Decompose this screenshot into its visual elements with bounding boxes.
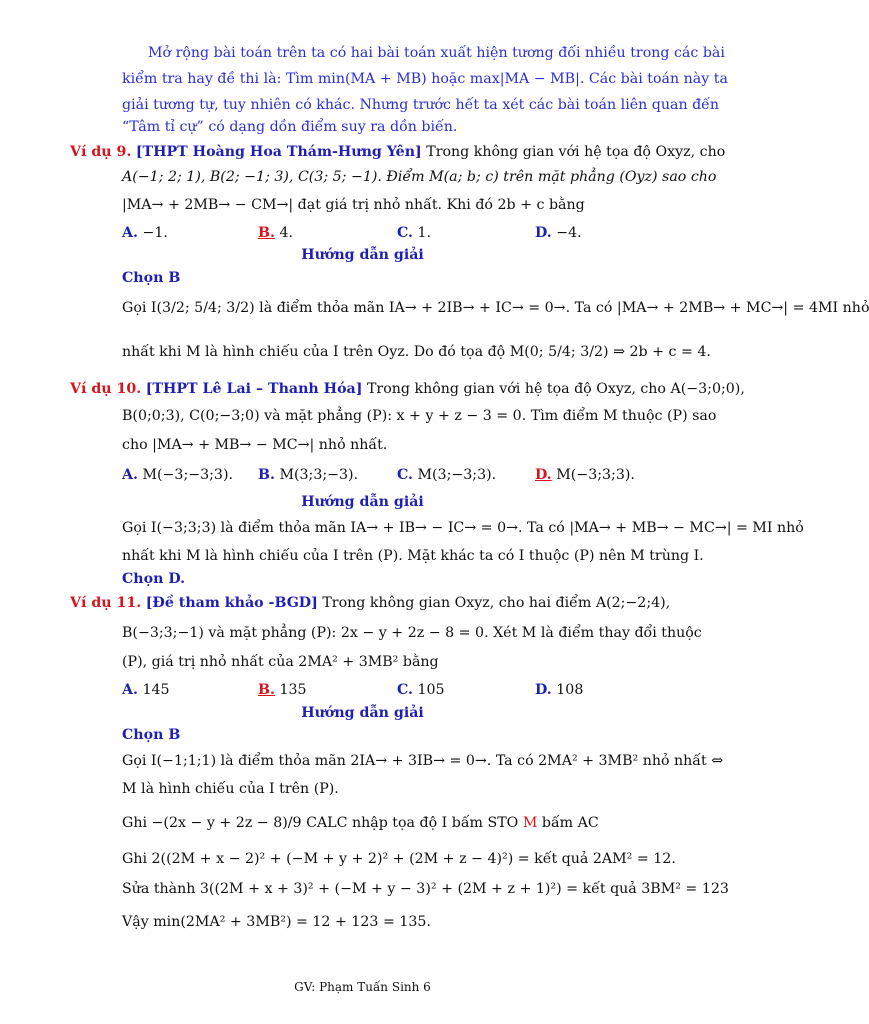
intro-line-4: “Tâm tỉ cự” có dạng dồn điểm suy ra dồn biến. [122, 119, 458, 135]
example-11-solution-1: Gọi I(−1;1;1) là điểm thỏa mãn 2IA→ + 3IB→ = 0→. Ta có 2MA² + 3MB² nhỏ nhất ⇔ [122, 753, 724, 769]
example-11-option-b[interactable]: B. 135 [258, 682, 307, 698]
example-10-option-d[interactable]: D. M(−3;3;3). [535, 467, 635, 483]
example-11-solution-2: M là hình chiếu của I trên (P). [122, 781, 339, 797]
example-10-option-a[interactable]: A. M(−3;−3;3). [122, 467, 233, 483]
example-9-line-2: A(−1; 2; 1), B(2; −1; 3), C(3; 5; −1). Điểm M(a; b; c) trên mặt phẳng (Oyz) sao cho [122, 169, 717, 185]
example-11-solution-6: Vậy min(2MA² + 3MB²) = 12 + 123 = 135. [122, 914, 431, 930]
example-9-solution-1: Gọi I(3/2; 5/4; 3/2) là điểm thỏa mãn IA→ + 2IB→ + IC→ = 0→. Ta có |MA→ + 2MB→ + MC→| = 4MI nhỏ [122, 300, 869, 316]
example-source: [Đề tham khảo -BGD] [145, 595, 318, 611]
example-11-solution-5: Sửa thành 3((2M + x + 3)² + (−M + y − 3)² + (2M + z + 1)²) = kết quả 3BM² = 123 [122, 881, 729, 897]
example-9-option-c[interactable]: C. 1. [397, 225, 432, 241]
example-10-guide-heading: Hướng dẫn giải [301, 494, 424, 510]
example-11-line-3: (P), giá trị nhỏ nhất của 2MA² + 3MB² bằng [122, 654, 439, 670]
example-10-option-b[interactable]: B. M(3;3;−3). [258, 467, 359, 483]
example-11-option-a[interactable]: A. 145 [122, 682, 170, 698]
example-11-answer: Chọn B [122, 727, 181, 743]
example-source: [THPT Hoàng Hoa Thám-Hưng Yên] [135, 144, 422, 160]
example-10-line-2: B(0;0;3), C(0;−3;0) và mặt phẳng (P): x + y + z − 3 = 0. Tìm điểm M thuộc (P) sao [122, 408, 717, 424]
intro-line-3: giải tương tự, tuy nhiên có khác. Nhưng trước hết ta xét các bài toán liên quan đến [122, 97, 720, 113]
intro-line-1: Mở rộng bài toán trên ta có hai bài toán xuất hiện tương đối nhiều trong các bài [148, 45, 725, 61]
example-statement: Trong không gian với hệ tọa độ Oxyz, cho A(−3;0;0), [366, 381, 745, 397]
example-9-option-d[interactable]: D. −4. [535, 225, 582, 241]
sto-variable-m: M [522, 815, 538, 831]
example-label: Ví dụ 10. [70, 381, 142, 397]
example-9-line-3: |MA→ + 2MB→ − CM→| đạt giá trị nhỏ nhất. Khi đó 2b + c bằng [122, 197, 585, 213]
example-9-header [70, 143, 725, 161]
example-9-option-b[interactable]: B. 4. [258, 225, 293, 241]
example-11-guide-heading: Hướng dẫn giải [301, 705, 424, 721]
example-10-solution-2: nhất khi M là hình chiếu của I trên (P). Mặt khác ta có I thuộc (P) nên M trùng I. [122, 548, 704, 564]
example-statement: Trong không gian với hệ tọa độ Oxyz, cho [426, 144, 726, 160]
example-11-option-d[interactable]: D. 108 [535, 682, 584, 698]
example-10-header [70, 380, 745, 398]
example-10-line-3: cho |MA→ + MB→ − MC→| nhỏ nhất. [122, 437, 388, 453]
example-11-header [70, 594, 670, 612]
example-statement: Trong không gian Oxyz, cho hai điểm A(2;−2;4), [322, 595, 671, 611]
example-11-solution-3: Ghi −(2x − y + 2z − 8)/9 CALC nhập tọa độ I bấm STO M bấm AC [122, 815, 599, 831]
example-10-solution-1: Gọi I(−3;3;3) là điểm thỏa mãn IA→ + IB→ − IC→ = 0→. Ta có |MA→ + MB→ − MC→| = MI nhỏ [122, 520, 804, 536]
example-label: Ví dụ 9. [70, 144, 132, 160]
intro-line-2: kiểm tra hay đề thi là: Tìm min(MA + MB) hoặc max|MA − MB|. Các bài toán này ta [122, 71, 728, 87]
example-10-answer: Chọn D. [122, 571, 186, 587]
example-11-solution-4: Ghi 2((2M + x − 2)² + (−M + y + 2)² + (2M + z − 4)²) = kết quả 2AM² = 12. [122, 851, 676, 867]
example-9-answer: Chọn B [122, 270, 181, 286]
example-9-solution-2: nhất khi M là hình chiếu của I trên Oyz. Do đó tọa độ M(0; 5/4; 3/2) ⇒ 2b + c = 4. [122, 344, 711, 360]
example-label: Ví dụ 11. [70, 595, 142, 611]
example-11-line-2: B(−3;3;−1) và mặt phẳng (P): 2x − y + 2z − 8 = 0. Xét M là điểm thay đổi thuộc [122, 625, 702, 641]
example-11-option-c[interactable]: C. 105 [397, 682, 445, 698]
page-footer: GV: Phạm Tuấn Sinh 6 [294, 980, 431, 994]
example-source: [THPT Lê Lai – Thanh Hóa] [145, 381, 363, 397]
example-9-option-a[interactable]: A. −1. [122, 225, 168, 241]
example-10-option-c[interactable]: C. M(3;−3;3). [397, 467, 497, 483]
example-9-guide-heading: Hướng dẫn giải [301, 247, 424, 263]
